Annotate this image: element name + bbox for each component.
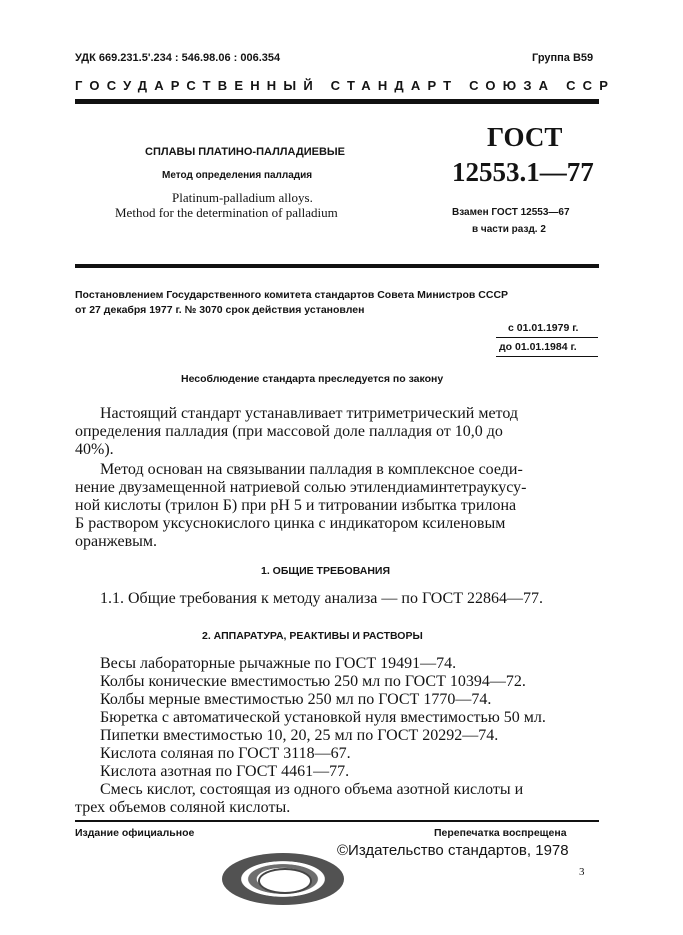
reagent-item: Кислота соляная по ГОСТ 3118—67. xyxy=(100,745,351,762)
validity-rule-bottom xyxy=(496,356,598,357)
validity-to: до 01.01.1984 г. xyxy=(499,341,577,353)
title-en-line1: Platinum-palladium alloys. xyxy=(172,190,313,205)
intro-p2-line5: оранжевым. xyxy=(75,533,158,550)
validity-from: с 01.01.1979 г. xyxy=(508,322,579,334)
intro-p2-line3: ной кислоты (трилон Б) при pH 5 и титровании избытка трилона xyxy=(75,497,517,514)
intro-p1-line1: Настоящий стандарт устанавливает титриметрический метод xyxy=(100,405,519,422)
equipment-item: Бюретка с автоматической установкой нуля вместимостью 50 мл. xyxy=(100,709,546,726)
acid-mix-line1: Смесь кислот, состоящая из одного объема азотной кислоты и xyxy=(100,781,524,798)
publisher-copyright: ©Издательство стандартов, 1978 xyxy=(337,842,569,859)
intro-p2-line1: Метод основан на связывании палладия в комплексное соеди- xyxy=(100,461,523,478)
equipment-item: Колбы конические вместимостью 250 мл по ГОСТ 10394—72. xyxy=(100,673,526,690)
top-rule xyxy=(75,99,599,104)
group-code: Группа В59 xyxy=(532,52,594,64)
udk-code: УДК 669.231.5'.234 : 546.98.06 : 006.354 xyxy=(75,52,281,64)
gost-label: ГОСТ xyxy=(487,122,563,152)
title-block-rule xyxy=(75,264,599,268)
replaces-gost: Взамен ГОСТ 12553—67 xyxy=(452,207,570,218)
state-standard-heading: ГОСУДАРСТВЕННЫЙ СТАНДАРТ СОЮЗА ССР xyxy=(75,78,616,93)
replaces-part: в части разд. 2 xyxy=(472,224,546,235)
gost-number: 12553.1—77 xyxy=(452,157,594,187)
validity-rule xyxy=(496,337,598,338)
page-number: 3 xyxy=(579,866,585,878)
section2-heading: 2. АППАРАТУРА, РЕАКТИВЫ И РАСТВОРЫ xyxy=(202,630,423,642)
equipment-item: Пипетки вместимостью 10, 20, 25 мл по ГОСТ 20292—74. xyxy=(100,727,499,744)
footer-rule xyxy=(75,820,599,822)
section1-item: 1.1. Общие требования к методу анализа — по ГОСТ 22864—77. xyxy=(100,590,543,607)
title-en-line2: Method for the determination of palladium xyxy=(115,205,338,220)
reprint-prohibited: Перепечатка воспрещена xyxy=(434,827,567,839)
intro-p2-line4: Б раствором уксуснокислого цинка с индикатором ксиленовым xyxy=(75,515,506,532)
law-notice: Несоблюдение стандарта преследуется по закону xyxy=(181,373,444,385)
reagent-item: Кислота азотная по ГОСТ 4461—77. xyxy=(100,763,350,780)
equipment-item: Колбы мерные вместимостью 250 мл по ГОСТ 1770—74. xyxy=(100,691,492,708)
intro-p2-line2: нение двузамещенной натриевой солью этилендиаминтетраукусу- xyxy=(75,479,527,496)
decree-line2: от 27 декабря 1977 г. № 3070 срок действия установлен xyxy=(75,304,365,316)
equipment-item: Весы лабораторные рычажные по ГОСТ 19491—74. xyxy=(100,655,457,672)
decree-line1: Постановлением Государственного комитета стандартов Совета Министров СССР xyxy=(75,289,509,301)
title-ru: СПЛАВЫ ПЛАТИНО-ПАЛЛАДИЕВЫЕ xyxy=(145,146,345,158)
section1-heading: 1. ОБЩИЕ ТРЕБОВАНИЯ xyxy=(261,565,391,577)
intro-p1-line2: определения палладия (при массовой доле палладия от 10,0 до xyxy=(75,423,503,440)
library-stamp-center xyxy=(258,868,312,894)
official-edition: Издание официальное xyxy=(75,827,195,839)
acid-mix-line2: трех объемов соляной кислоты. xyxy=(75,799,291,816)
intro-p1-line3: 40%). xyxy=(75,441,114,458)
subtitle-ru: Метод определения палладия xyxy=(162,170,313,181)
